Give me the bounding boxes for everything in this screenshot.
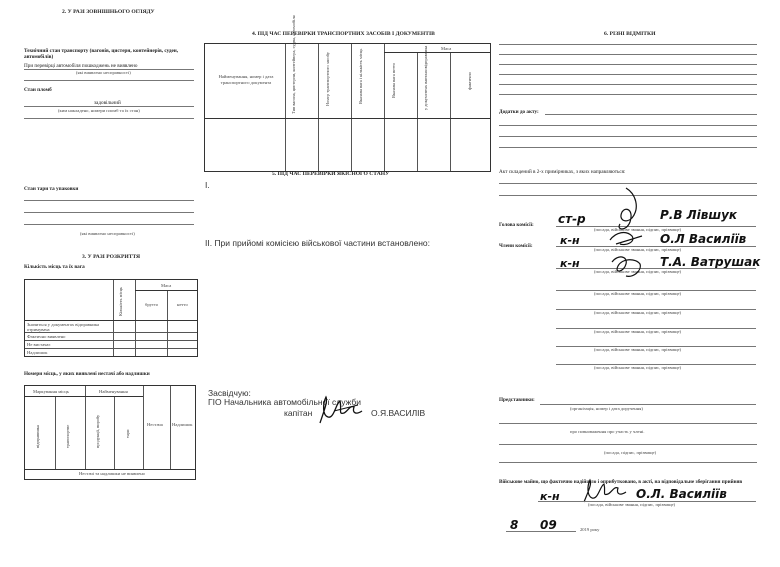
item-2: II. При прийомі комісією військової частини встановлено: <box>205 238 431 248</box>
members-label: Члени комісії: <box>499 243 533 249</box>
item-1: I. <box>205 180 210 190</box>
surplus-header: Надлишок <box>172 422 193 427</box>
members-signatures <box>596 184 656 284</box>
rule <box>499 423 757 424</box>
rep-caption-1: (організація, номер і дата доручення) <box>570 406 643 411</box>
places-label: Кількість місць та їх вага <box>24 264 85 270</box>
rep-caption-2: про повноваження про участь у члені. <box>570 429 645 434</box>
section5-title: 5. ПІД ЧАС ПЕРЕВІРКИ ЯКІСНОГО СТАНУ <box>272 171 390 177</box>
sign-caption: (посада, військове звання, підпис, прізвище) <box>594 310 682 315</box>
act-note: Акт складений в 2-х примірниках, з яких направляються: <box>499 169 626 175</box>
sign-caption: (посада, військове звання, підпис, прізвище) <box>594 227 682 232</box>
rule <box>499 136 757 137</box>
tech-state-caption: (які виявлено несправності) <box>76 70 131 75</box>
row-label: Не вистачає <box>27 342 51 347</box>
rule <box>499 74 757 75</box>
section4-title: 4. ПІД ЧАС ПЕРЕВІРКИ ТРАНСПОРТНИХ ЗАСОБІВ І ДОКУМЕНТІВ <box>252 31 435 37</box>
mass-header: Маса <box>441 46 452 51</box>
tech-state-value: При перевірці автомобіля пошкоджень не виявлено <box>24 63 138 69</box>
section2-title: 2. У РАЗІ ЗОВНІШНЬОГО ОГЛЯДУ <box>62 9 155 15</box>
rule <box>499 462 757 463</box>
rule <box>499 64 757 65</box>
sign-caption: (посада, військове звання, підпис, прізвище) <box>594 269 682 274</box>
v-col: Тип вагона, цистерни, контейнера, судна, автомобіля <box>291 15 296 114</box>
rule <box>499 44 757 45</box>
approve-rank: капітан <box>284 408 313 418</box>
row-label: Фактично виявлено <box>27 334 66 339</box>
rule <box>499 84 757 85</box>
rule <box>24 106 194 107</box>
v-col: Вказана вага нетто <box>391 62 396 98</box>
net-header: нетто <box>177 302 188 307</box>
official-caption: (посада, військове звання, підпис, прізвище) <box>588 502 676 507</box>
hand-name: Р.В Лівшук <box>660 208 738 222</box>
sign-caption: (посада, військове звання, підпис, прізвище) <box>594 347 682 352</box>
rule <box>499 125 757 126</box>
shortage-table <box>24 385 196 480</box>
rule <box>24 200 194 201</box>
hand-rank: к-н <box>560 234 580 247</box>
sign-caption: (посада, військове звання, підпис, прізвище) <box>594 365 682 370</box>
v-col: відправника <box>35 425 40 448</box>
rule <box>499 54 757 55</box>
representatives-label: Представники: <box>499 397 535 403</box>
gross-header: брутто <box>145 302 159 307</box>
rule <box>499 94 757 95</box>
v-col: Вказана вага і кількість місць <box>358 48 363 104</box>
date-month: 09 <box>540 518 557 532</box>
hand-rank: ст-р <box>558 212 586 226</box>
v-col: фактично <box>467 72 472 90</box>
v-col: у документах вантажовідправника <box>423 45 428 110</box>
row-label: Значиться у документах відправника отримувача <box>27 322 100 332</box>
v-col: продукції, виробу <box>95 414 100 448</box>
date-year: 2019 року <box>580 527 600 532</box>
rep-caption-3: (посада, підпис, прізвище) <box>604 450 657 455</box>
packaging-caption: (які виявлено несправності) <box>80 231 135 236</box>
row-label: Надлишок <box>27 350 48 355</box>
approve-name: О.Я.ВАСИЛІВ <box>371 408 426 418</box>
rule <box>499 147 757 148</box>
v-col: тари <box>125 429 130 438</box>
section6-title: 6. РІЗНІ ВІДМІТКИ <box>604 31 656 37</box>
qty-header: Кількість місць <box>118 287 123 316</box>
places-table <box>24 279 198 357</box>
attachments-label: Додатки до акту: <box>499 109 539 115</box>
seals-value: задовільний <box>94 100 121 106</box>
rule <box>24 118 194 119</box>
approve-role: ГІО Начальника автомобільної служби <box>208 397 361 407</box>
v-col: Номер транспортного засобу <box>325 52 330 106</box>
v-col: транспортне <box>65 424 70 448</box>
sign-caption: (посада, військове звання, підпис, прізвище) <box>594 291 682 296</box>
approve-label: Засвідчую: <box>208 388 251 398</box>
doc-header: Найменування, номер і дата транспортного документа <box>218 74 274 85</box>
rule <box>506 531 576 532</box>
hand-name: О.Л Василіїв <box>660 232 747 246</box>
sign-caption: (посада, військове звання, підпис, прізвище) <box>594 247 682 252</box>
hand-rank: к-н <box>560 257 580 270</box>
approver-signature <box>314 393 368 427</box>
sign-caption: (посада, військове звання, підпис, прізвище) <box>594 329 682 334</box>
rule <box>24 80 194 81</box>
rule <box>499 444 757 445</box>
name-header: Найменування <box>99 389 128 394</box>
shortage-header: Нестача <box>147 422 163 427</box>
packaging-label: Стан тари та упаковки <box>24 186 79 192</box>
official-label: Військове майно, що фактично надійшло і оприбутковано, в акті, на відповідальне зберігання прийняв <box>499 479 743 485</box>
seals-label: Стан пломб <box>24 87 52 93</box>
mass-header: Маса <box>161 283 172 288</box>
chair-label: Голова комісії: <box>499 222 534 228</box>
rule <box>545 114 757 115</box>
date-day: 8 <box>510 518 519 532</box>
marking-header: Маркування місць <box>33 389 69 394</box>
rule <box>540 404 756 405</box>
rule <box>24 224 194 225</box>
section3-title: 3. У РАЗІ РОЗКРИТТЯ <box>82 254 141 260</box>
seals-caption: (ким накладено, номери пломб та їх стан) <box>58 108 140 113</box>
official-rank: к-н <box>540 490 560 503</box>
hand-name: Т.А. Ватрушак <box>660 255 761 269</box>
places-numbers-label: Номери місць, у яких виявлені нестачі або надлишки <box>24 371 150 377</box>
rule <box>24 212 194 213</box>
official-name: О.Л. Василіїв <box>636 487 727 501</box>
table-footer: Нестачі та надлишки не виявлено <box>79 471 145 476</box>
tech-state-label: Технічний стан транспорту (вагонів, цистерн, контейнерів, суден, автомобілів) <box>24 48 179 60</box>
